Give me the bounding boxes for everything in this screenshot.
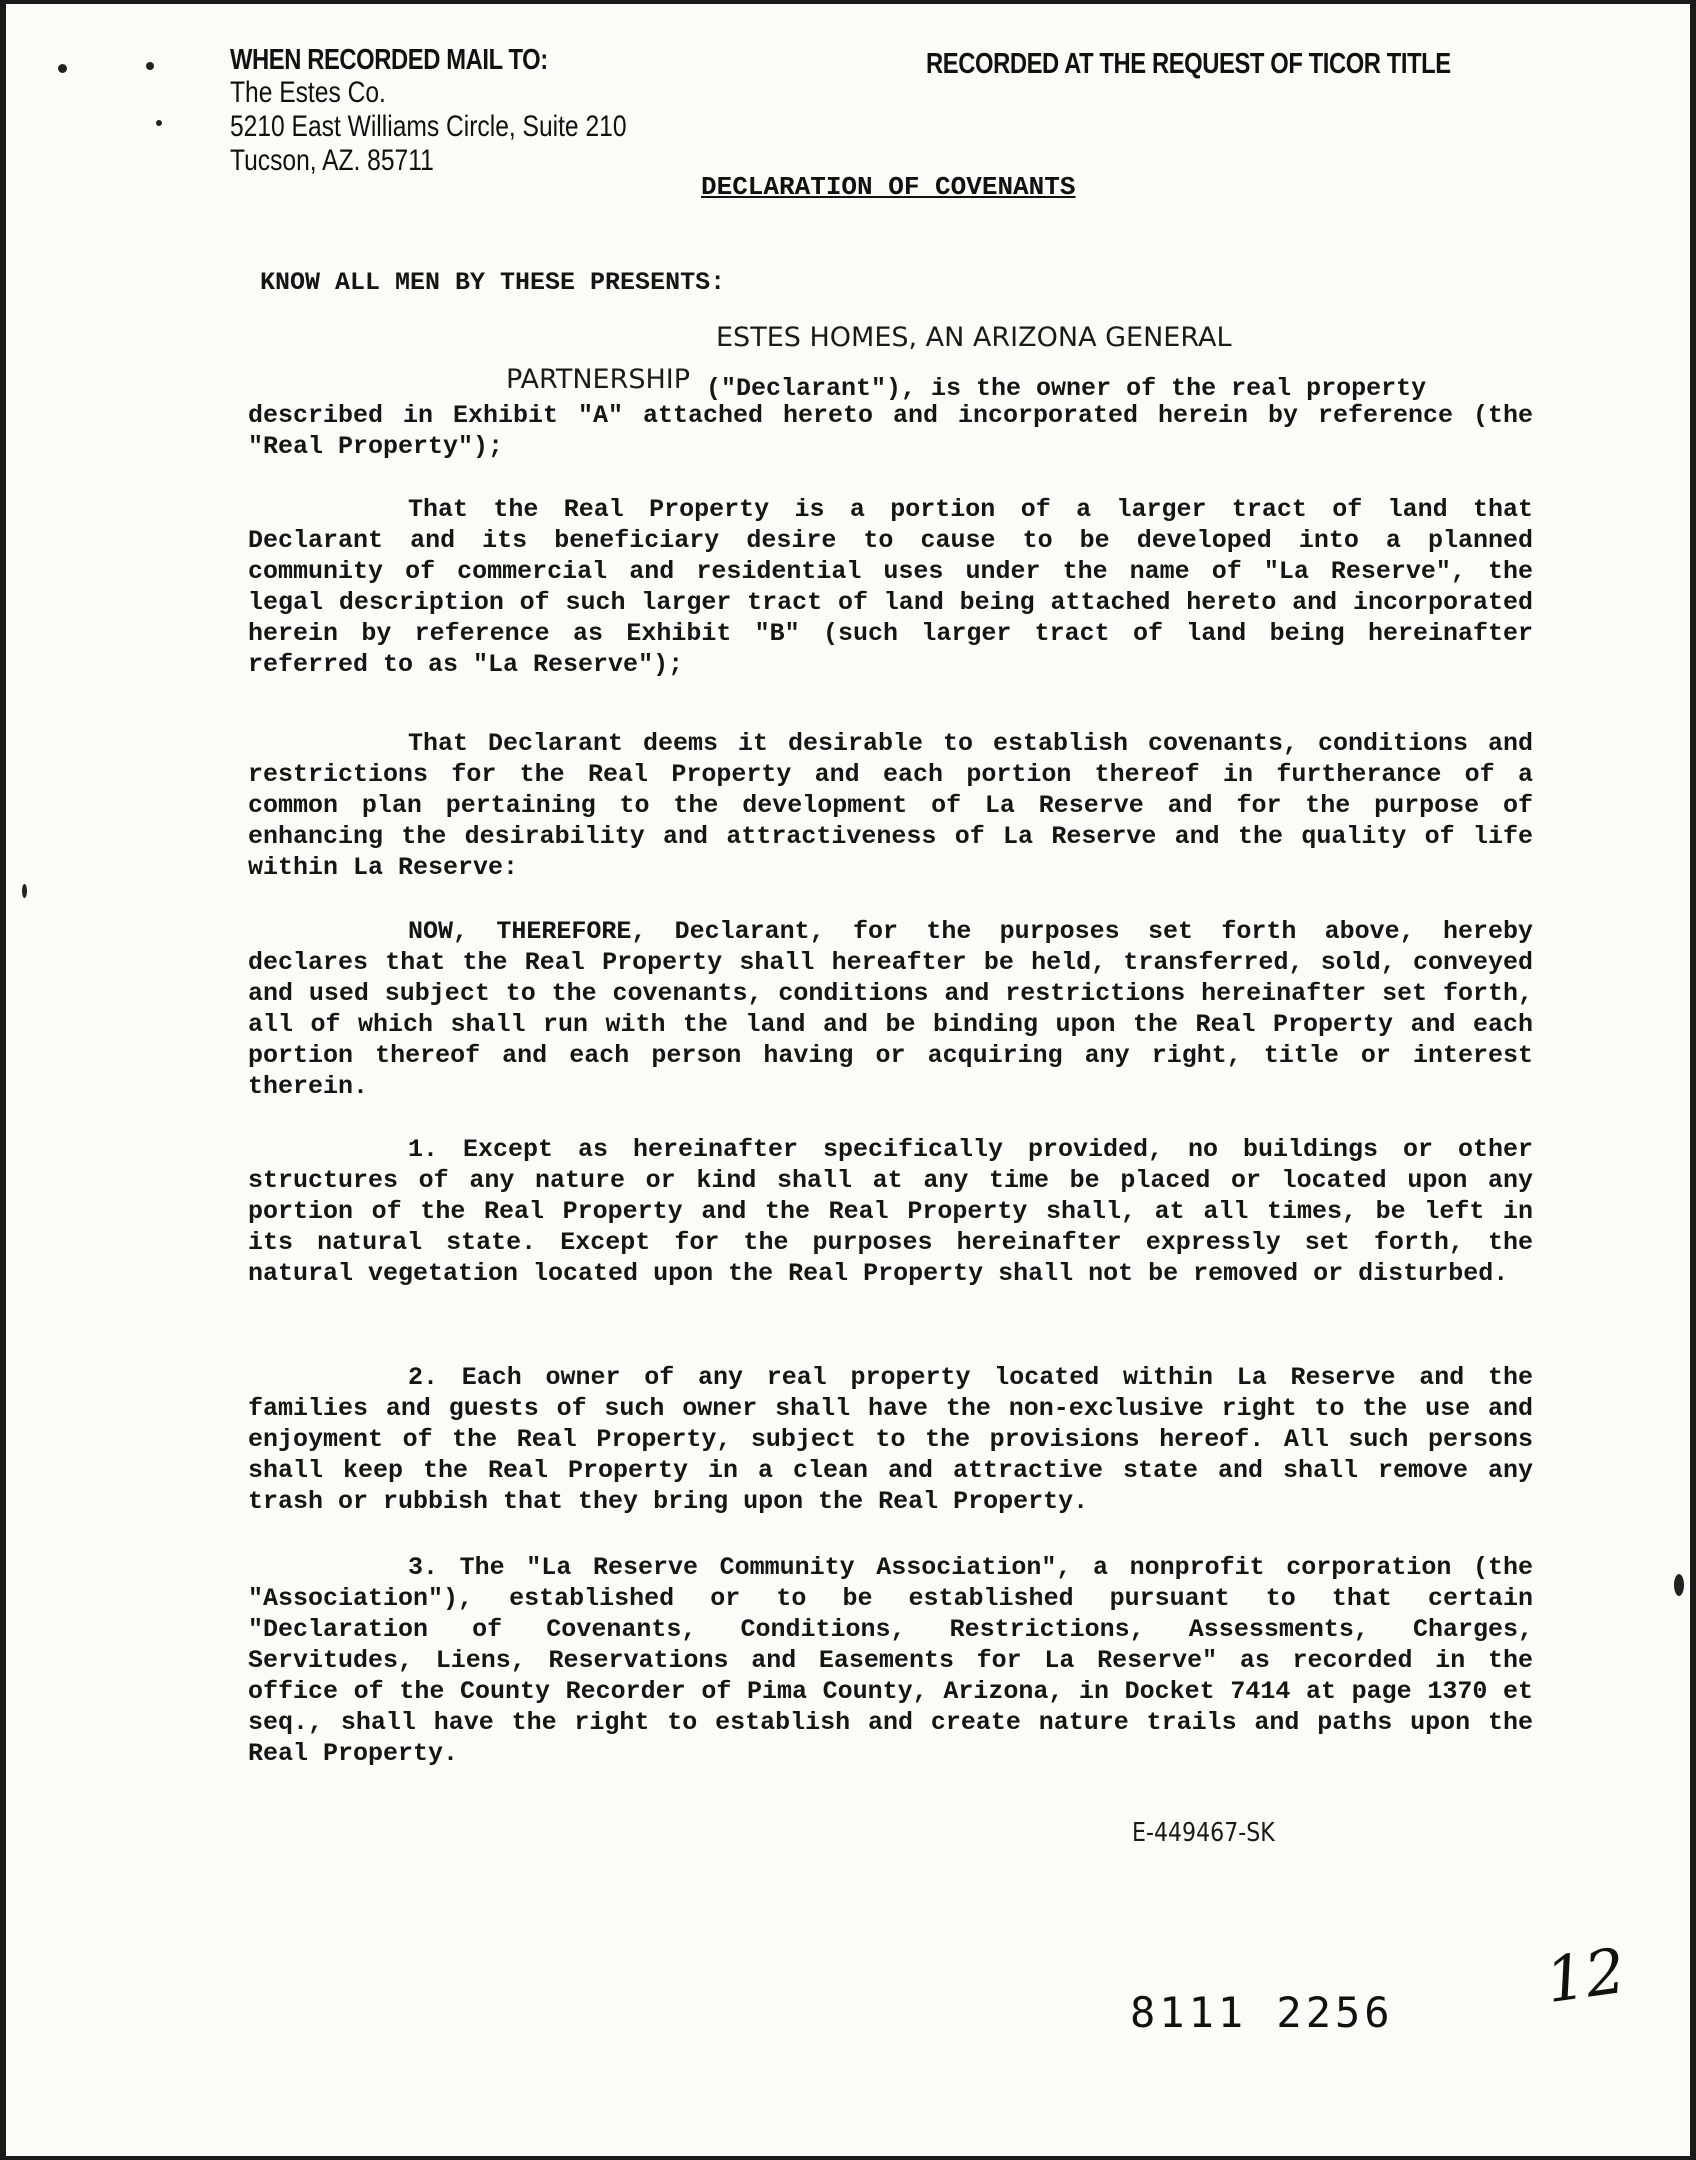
intro-paragraph: described in Exhibit "A" attached hereto and incorporated herein by reference (the "Real Property"); <box>248 401 1533 461</box>
paragraph-text: That the Real Property is a portion of a larger tract of land that Declarant and its beneficiary desire to cause to be developed into a planned community of commercial and residential uses under the name of "La Reserve", the legal description of such larger tract of land being attached hereto and incorporated herein by reference as Exhibit "B" (such larger tract of land being hereinafter referred to as "La Reserve"); <box>248 495 1533 679</box>
paragraph-text: 1. Except as hereinafter specifically provided, no buildings or other structures of any nature or kind shall at any time be placed or located upon any portion of the Real Property and the Real Property shall, at all times, be left in its natural state. Except for the purposes hereinafter expressly set forth, the natural vegetation located upon the Real Property shall not be removed or disturbed. <box>248 1135 1533 1288</box>
scan-speck <box>22 884 27 898</box>
mail-to-label: WHEN RECORDED MAIL TO: <box>230 44 548 76</box>
scan-speck <box>58 64 67 73</box>
handwritten-number: 12 <box>1541 1933 1630 2018</box>
scan-speck <box>146 62 154 70</box>
therefore-paragraph <box>248 916 1533 1102</box>
document-code: E-449467-SK <box>1132 1818 1275 1848</box>
document-page <box>6 4 1690 2156</box>
declarant-name-line2: PARTNERSHIP <box>506 364 691 395</box>
declarant-name-line: ESTES HOMES, AN ARIZONA GENERAL <box>716 322 1232 353</box>
address-line: The Estes Co. <box>230 76 386 109</box>
scan-speck <box>156 120 162 126</box>
covenant-1 <box>248 1134 1533 1289</box>
document-title: DECLARATION OF COVENANTS <box>701 172 1076 202</box>
recorded-request-label: RECORDED AT THE REQUEST OF TICOR TITLE <box>926 48 1451 80</box>
paragraph-text: That Declarant deems it desirable to establish covenants, conditions and restrictions for the Real Property and each portion thereof in furtherance of a common plan pertaining to the development of La Reserve and for the purpose of enhancing the desirability and attractiveness of La Reserve and the quality of life within La Reserve: <box>248 729 1533 882</box>
recital-paragraph-2 <box>248 728 1533 883</box>
intro-first-line: ("Declarant"), is the owner of the real property <box>706 374 1427 403</box>
address-block <box>230 76 626 178</box>
covenant-2 <box>248 1362 1533 1517</box>
scan-speck <box>1674 1574 1684 1596</box>
address-line: 5210 East Williams Circle, Suite 210 <box>230 110 627 143</box>
address-line: Tucson, AZ. 85711 <box>230 144 434 177</box>
paragraph-text: NOW, THEREFORE, Declarant, for the purposes set forth above, hereby declares that the Real Property shall hereafter be held, transferred, sold, conveyed and used subject to the covenants, conditions and restrictions hereinafter set forth, all of which shall run with the land and be binding upon the Real Property and each portion thereof and each person having or acquiring any right, title or interest therein. <box>248 917 1533 1101</box>
recital-paragraph-1 <box>248 494 1533 680</box>
paragraph-text: 2. Each owner of any real property located within La Reserve and the families and guests of such owner shall have the non-exclusive right to the use and enjoyment of the Real Property, subject to the provisions hereof. All such persons shall keep the Real Property in a clean and attractive state and shall remove any trash or rubbish that they bring upon the Real Property. <box>248 1363 1533 1516</box>
docket-page-number: 8111 2256 <box>1130 1988 1394 2037</box>
paragraph-text: 3. The "La Reserve Community Association", a nonprofit corporation (the "Association"), established or to be established pursuant to that certain "Declaration of Covenants, Conditions, Restrictions, Assessments, Charges, Servitudes, Liens, Reservations and Easements for La Reserve" as recorded in the office of the County Recorder of Pima County, Arizona, in Docket 7414 at page 1370 et seq., shall have the right to establish and create nature trails and paths upon the Real Property. <box>248 1553 1533 1768</box>
know-all-heading: KNOW ALL MEN BY THESE PRESENTS: <box>260 268 726 297</box>
covenant-3 <box>248 1552 1533 1769</box>
